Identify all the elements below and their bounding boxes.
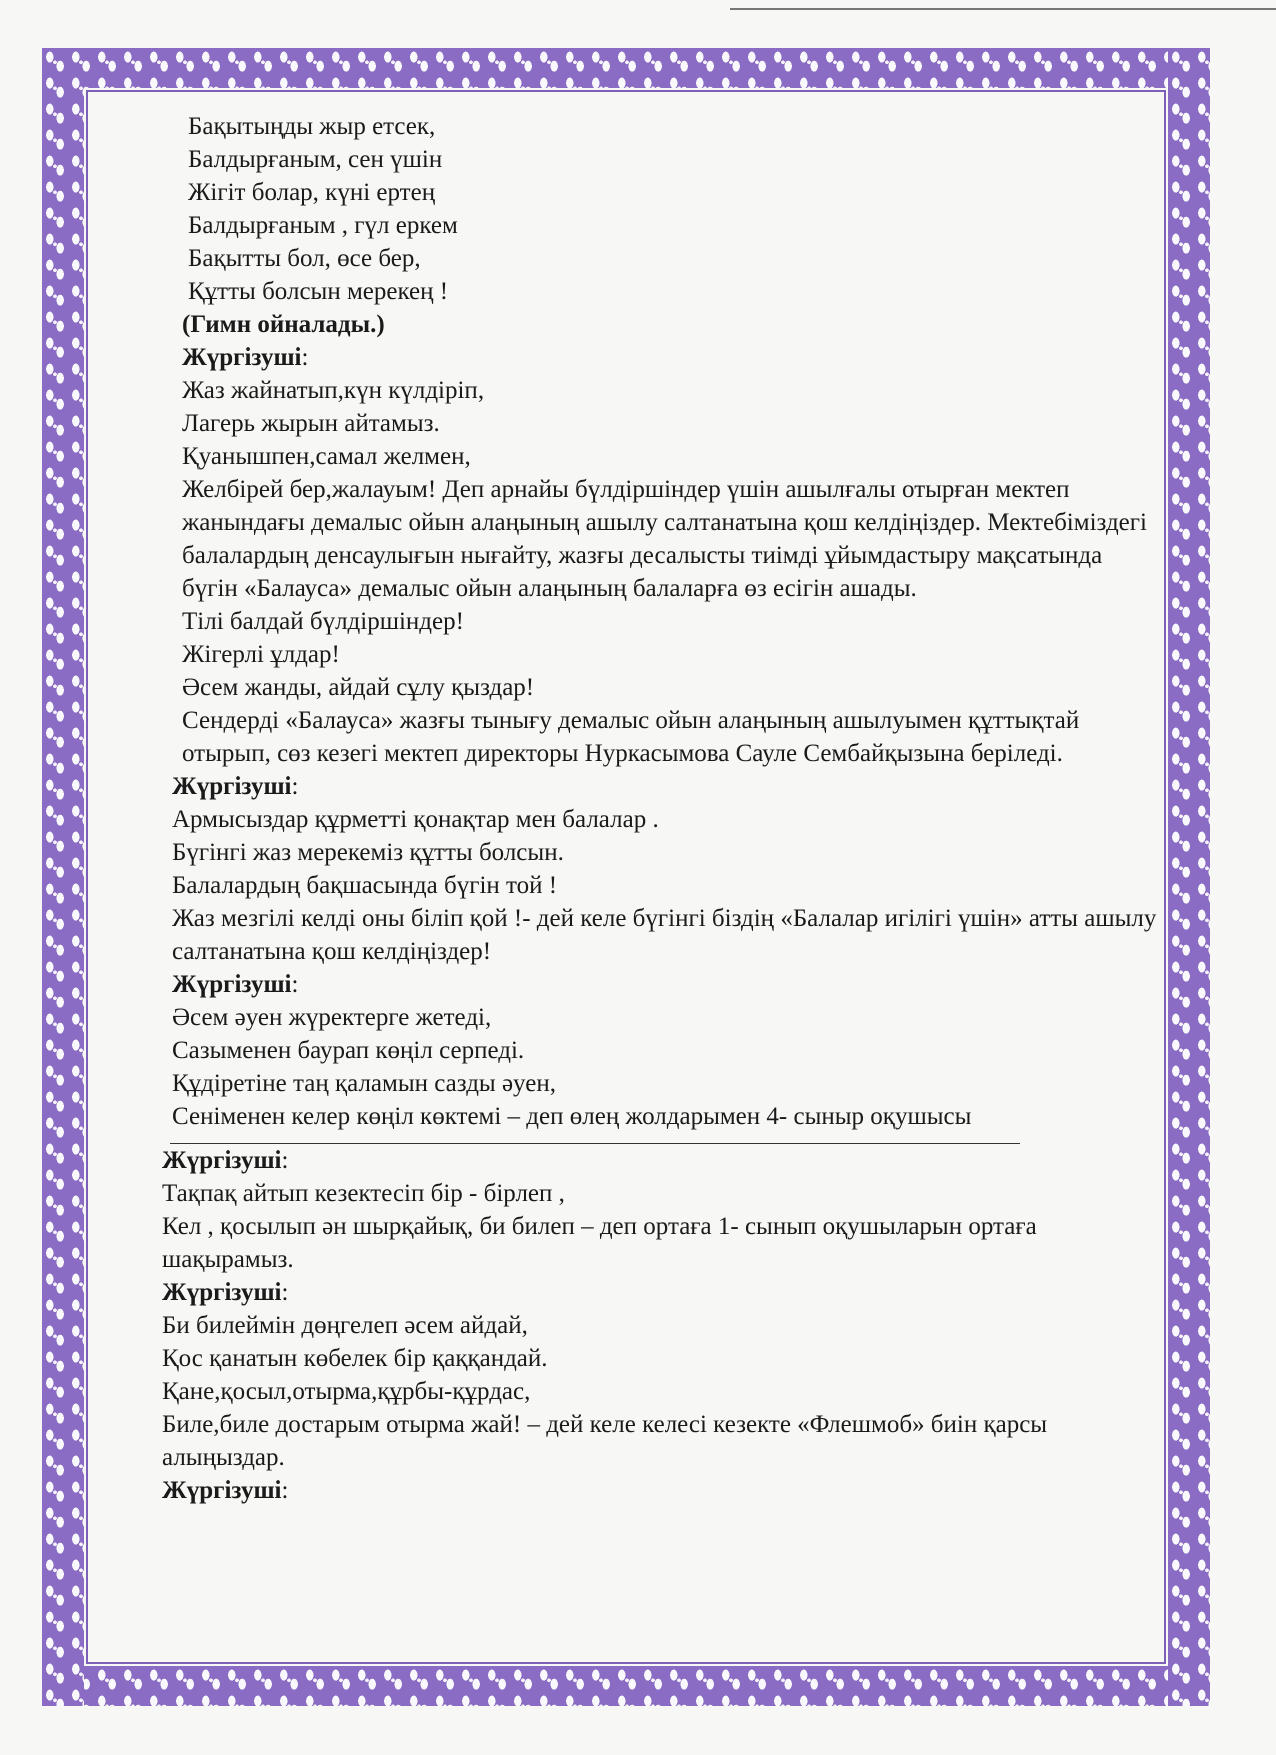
text-line: Құтты болсын мерекең ! bbox=[188, 278, 449, 305]
text-line: Бүгінгі жаз мерекеміз құтты болсын. bbox=[172, 839, 564, 866]
text-line: Балдырғаным, сен үшін bbox=[188, 146, 443, 173]
text-line: Би билеймін дөңгелеп әсем айдай, bbox=[162, 1312, 528, 1339]
text-line: Қуанышпен,самал желмен, bbox=[182, 443, 471, 470]
speaker-label: Жүргізуші: bbox=[172, 773, 299, 800]
border-right bbox=[1168, 48, 1210, 1706]
text-line: Жігерлі ұлдар! bbox=[182, 641, 340, 668]
text-line: Бақытыңды жыр етсек, bbox=[188, 113, 436, 140]
document-body bbox=[162, 110, 1160, 1507]
stage-direction: (Гимн ойналады.) bbox=[182, 311, 385, 338]
text-line: Балдырғаным , гүл еркем bbox=[188, 212, 458, 239]
text-line: Сеніменен келер көңіл көктемі – деп өлең жолдарымен 4- сыныр оқушысы bbox=[172, 1103, 972, 1130]
text-line: Балалардың бақшасында бүгін той ! bbox=[172, 872, 558, 899]
poem-block-1 bbox=[188, 110, 1160, 308]
text-line: Әсем әуен жүректерге жетеді, bbox=[172, 1004, 492, 1031]
speaker-label: Жүргізуші: bbox=[182, 344, 309, 371]
paragraph: Желбірей бер,жалауым! Деп арнайы бүлдіршіндер үшін ашылғалы отырған мектеп жанындағы демалыс ойын алаңының ашылу салтанатына қош келдіңіздер. Мектебіміздегі балалардың денсаулығын нығайту, жазғы десалысты тиімді ұйымдастыру мақсатында бүгін «Балауса» демалыс ойын алаңының балаларға өз есігін ашады. bbox=[182, 476, 1147, 602]
text-line: Жігіт болар, күні ертең bbox=[188, 179, 436, 206]
text-line: Әсем жанды, айдай сұлу қыздар! bbox=[182, 674, 535, 701]
speaker-label: Жүргізуші: bbox=[162, 1477, 289, 1504]
border-left bbox=[42, 48, 84, 1706]
text-line: Сазыменен баурап көңіл серпеді. bbox=[172, 1037, 525, 1064]
text-line: Жаз жайнатып,күн күлдіріп, bbox=[182, 377, 485, 404]
text-line: Тілі балдай бүлдіршіндер! bbox=[182, 608, 464, 635]
paragraph: Биле,биле достарым отырма жай! – дей келе келесі кезекте «Флешмоб» биін қарсы алыңыздар. bbox=[162, 1411, 1048, 1471]
speaker-label: Жүргізуші: bbox=[172, 971, 299, 998]
border-bottom bbox=[42, 1666, 1210, 1706]
text-line: Қане,қосыл,отырма,құрбы-құрдас, bbox=[162, 1378, 531, 1405]
speaker-label: Жүргізуші: bbox=[162, 1279, 289, 1306]
text-line: Армысыздар құрметті қонақтар мен балалар . bbox=[172, 806, 659, 833]
text-line: Құдіретіне таң қаламын сазды әуен, bbox=[172, 1070, 556, 1097]
text-line: Қос қанатын көбелек бір қаққандай. bbox=[162, 1345, 548, 1372]
text-line: Тақпақ айтып кезектесіп бір - бірлеп , bbox=[162, 1180, 565, 1207]
text-line: Бақытты бол, өсе бер, bbox=[188, 245, 421, 272]
paragraph: Сендерді «Балауса» жазғы тынығу демалыс ойын алаңының ашылуымен құттықтай отырып, сөз кезегі мектеп директоры Нуркасымова Сауле Сембайқызына беріледі. bbox=[182, 707, 1080, 767]
paragraph: Жаз мезгілі келді оны біліп қой !- дей келе бүгінгі біздің «Балалар игілігі үшін» атты ашылу салтанатына қош келдіңіздер! bbox=[172, 905, 1157, 965]
speaker-label: Жүргізуші: bbox=[162, 1147, 289, 1174]
border-top bbox=[42, 48, 1210, 88]
scan-edge-line bbox=[730, 8, 1276, 10]
text-line: Лагерь жырын айтамыз. bbox=[182, 410, 440, 437]
paragraph: Кел , қосылып ән шырқайық, би билеп – деп ортаға 1- сынып оқушыларын ортаға шақырамыз. bbox=[162, 1213, 1037, 1273]
